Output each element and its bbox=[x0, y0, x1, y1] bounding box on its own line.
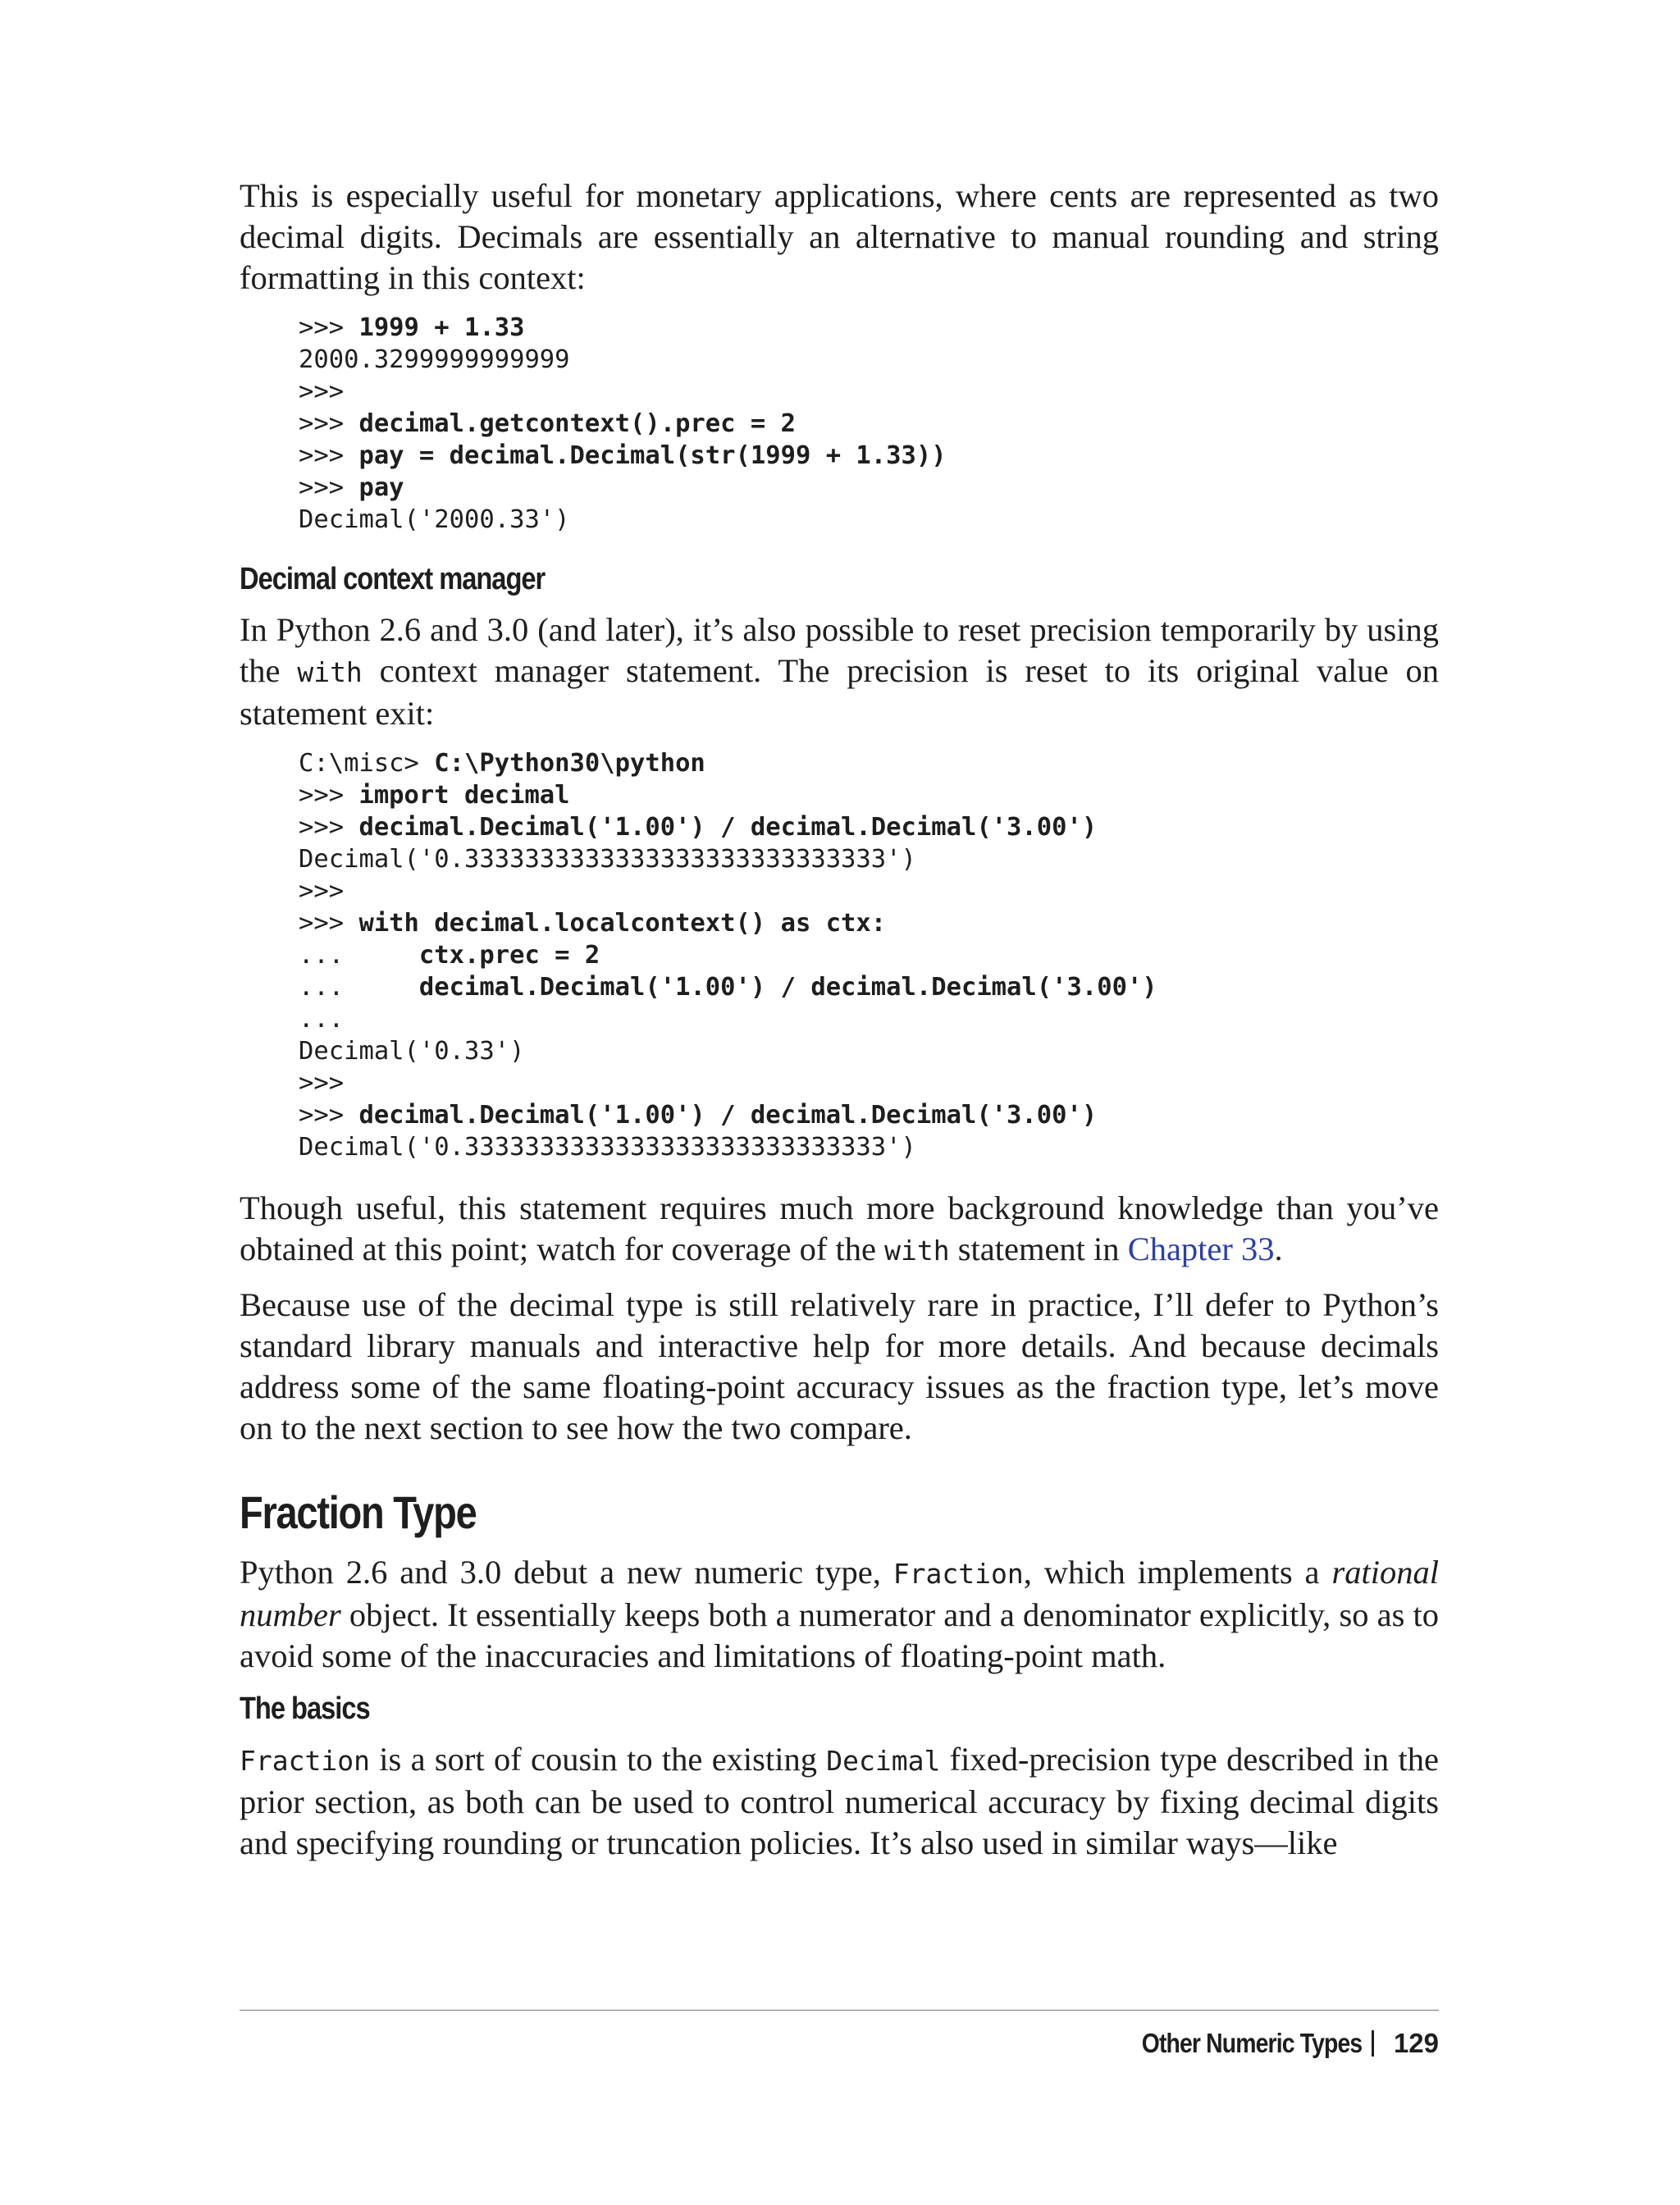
code-prompt: ... bbox=[299, 941, 419, 970]
footer-section-title: Other Numeric Types bbox=[1141, 2028, 1363, 2058]
text-run: , which implements a bbox=[1023, 1554, 1332, 1591]
code-block-localcontext bbox=[299, 747, 1439, 1163]
page-body bbox=[240, 176, 1439, 1877]
paragraph-decimal-rare: Because use of the decimal type is still relatively rare in practice, I’ll defer to Python’s standard library manuals and interactive help for more details. And because decimals address some of the same floating-point accuracy issues as the fraction type, let’s move on to the next section to see how the two compare. bbox=[240, 1286, 1439, 1446]
code-input: import decimal bbox=[358, 781, 570, 810]
page-number: 129 bbox=[1393, 2028, 1439, 2058]
code-prompt: C:\misc> bbox=[299, 749, 435, 778]
code-output: Decimal('0.3333333333333333333333333333') bbox=[299, 845, 916, 874]
code-line bbox=[299, 1005, 344, 1034]
code-prompt: >>> bbox=[299, 313, 359, 342]
code-input: decimal.Decimal('1.00') / decimal.Decimal('3.00') bbox=[358, 1101, 1098, 1130]
text-run: In Python 2.6 and 3.0 (and later), it’s also possible to reset precision temporarily by using the bbox=[240, 611, 1439, 689]
heading-fraction-type: Fraction Type bbox=[240, 1486, 477, 1538]
inline-code-fraction: Fraction bbox=[892, 1558, 1024, 1590]
text-run: Though useful, this statement requires much more background knowledge than you’ve obtained at this point; watch for coverage of the bbox=[240, 1189, 1439, 1267]
text-run: . bbox=[1274, 1230, 1283, 1267]
code-output: Decimal('2000.33') bbox=[299, 505, 570, 534]
code-prompt: >>> bbox=[299, 1069, 345, 1098]
text-run: statement in bbox=[949, 1230, 1128, 1267]
paragraph-fraction-intro bbox=[240, 1552, 1439, 1677]
text-run: Python 2.6 and 3.0 debut a new numeric type, bbox=[240, 1554, 893, 1591]
heading-decimal-context-manager: Decimal context manager bbox=[240, 562, 546, 596]
code-prompt: >>> bbox=[299, 377, 345, 406]
code-line bbox=[299, 409, 796, 438]
code-prompt: >>> bbox=[299, 909, 359, 938]
code-line bbox=[299, 377, 344, 406]
inline-code-with: with bbox=[297, 656, 363, 688]
code-prompt: >>> bbox=[299, 781, 359, 810]
code-line bbox=[299, 1037, 524, 1066]
page-footer bbox=[240, 2010, 1439, 2058]
code-line bbox=[299, 1133, 916, 1162]
code-prompt: >>> bbox=[299, 441, 359, 470]
code-prompt: >>> bbox=[299, 813, 359, 842]
code-input: ctx.prec = 2 bbox=[418, 941, 600, 970]
code-line bbox=[299, 973, 1157, 1002]
code-line bbox=[299, 505, 570, 534]
code-prompt: ... bbox=[299, 973, 419, 1002]
code-prompt: ... bbox=[299, 1005, 345, 1034]
inline-code-fraction: Fraction bbox=[240, 1745, 370, 1777]
code-block-decimal-rounding bbox=[299, 312, 1439, 536]
code-input: with decimal.localcontext() as ctx: bbox=[358, 909, 887, 938]
chapter-33-link[interactable]: Chapter 33 bbox=[1127, 1230, 1275, 1267]
emphasis-rational-number: rational number bbox=[240, 1554, 1439, 1633]
text-run: fixed-precision type described in the prior section, as both can be used to control numerical accuracy by fixing decimal digits and specifying rounding or truncation policies. It’s also used in similar ways—like bbox=[240, 1741, 1439, 1861]
code-line bbox=[299, 941, 600, 970]
paragraph-with-statement bbox=[240, 1188, 1439, 1271]
paragraph-fraction-basics bbox=[240, 1739, 1439, 1864]
code-line bbox=[299, 845, 916, 874]
code-input: pay = decimal.Decimal(str(1999 + 1.33)) bbox=[358, 441, 947, 470]
code-line bbox=[299, 345, 570, 374]
code-line bbox=[299, 1101, 1097, 1130]
code-output: Decimal('0.3333333333333333333333333333') bbox=[299, 1133, 916, 1162]
code-prompt: >>> bbox=[299, 409, 359, 438]
paragraph-monetary: This is especially useful for monetary applications, where cents are represented as two decimal digits. Decimals are essentially an alternative to manual rounding and string formatting in this context: bbox=[240, 177, 1439, 296]
paragraph-context-manager bbox=[240, 609, 1439, 734]
code-input: decimal.getcontext().prec = 2 bbox=[358, 409, 796, 438]
text-run: is a sort of cousin to the existing bbox=[369, 1741, 827, 1778]
code-prompt: >>> bbox=[299, 1101, 359, 1130]
footer-separator bbox=[1372, 2030, 1374, 2057]
code-output: 2000.3299999999999 bbox=[299, 345, 570, 374]
footer-row bbox=[1106, 2027, 1439, 2060]
code-input: decimal.Decimal('1.00') / decimal.Decimal('3.00') bbox=[418, 973, 1157, 1002]
code-line bbox=[299, 473, 404, 502]
code-input: pay bbox=[358, 473, 404, 502]
text-run: context manager statement. The precision is reset to its original value on statement exit: bbox=[240, 652, 1439, 732]
code-prompt: >>> bbox=[299, 877, 345, 906]
text-run: object. It essentially keeps both a numerator and a denominator explicitly, so as to avoid some of the inaccuracies and limitations of floating-point math. bbox=[240, 1596, 1439, 1674]
code-line bbox=[299, 313, 524, 342]
heading-the-basics: The basics bbox=[240, 1691, 370, 1726]
code-line bbox=[299, 441, 947, 470]
code-line bbox=[299, 909, 886, 938]
code-line bbox=[299, 781, 570, 810]
code-output: Decimal('0.33') bbox=[299, 1037, 525, 1066]
code-prompt: >>> bbox=[299, 473, 359, 502]
code-line bbox=[299, 1069, 344, 1098]
inline-code-with: with bbox=[884, 1235, 950, 1267]
inline-code-decimal: Decimal bbox=[826, 1745, 941, 1777]
code-line bbox=[299, 749, 705, 778]
code-input: C:\Python30\python bbox=[434, 749, 705, 778]
code-line bbox=[299, 813, 1097, 842]
code-input: decimal.Decimal('1.00') / decimal.Decimal('3.00') bbox=[358, 813, 1098, 842]
code-input: 1999 + 1.33 bbox=[358, 313, 525, 342]
code-line bbox=[299, 877, 344, 906]
